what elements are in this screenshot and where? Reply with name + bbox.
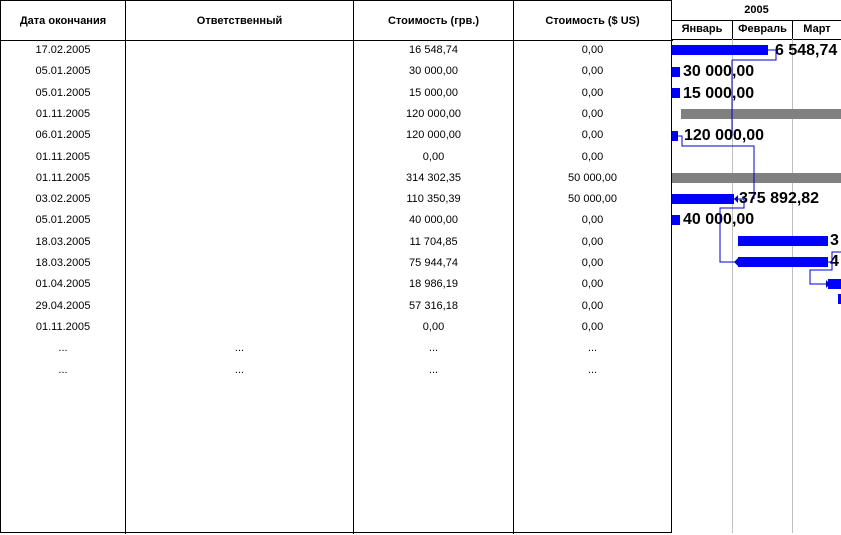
cell-responsible[interactable] xyxy=(126,83,353,104)
cell-responsible[interactable] xyxy=(126,189,353,210)
cell-cost-usd[interactable]: 0,00 xyxy=(581,129,604,142)
cell-cost-usd[interactable]: 0,00 xyxy=(581,44,604,56)
task-bar-label: 375 892,82 xyxy=(739,190,820,207)
column-header-cost-usd[interactable]: Стоимость ($ US) xyxy=(545,14,640,27)
cell-responsible[interactable] xyxy=(126,40,353,61)
task-bar-label: 15 000,00 xyxy=(683,85,755,102)
cell-responsible[interactable] xyxy=(126,274,353,295)
cell-responsible[interactable] xyxy=(126,253,353,274)
cell-cost-usd[interactable]: ... xyxy=(587,363,598,376)
cell-end-date[interactable]: ... xyxy=(58,363,68,376)
cell-responsible[interactable] xyxy=(126,147,353,168)
cell-cost-usd[interactable]: 0,00 xyxy=(581,214,604,227)
cell-cost-uah[interactable]: 30 000,00 xyxy=(409,65,458,78)
cell-cost-uah[interactable]: 40 000,00 xyxy=(409,214,458,227)
cell-end-date[interactable]: 01.11.2005 xyxy=(35,150,91,163)
cell-cost-usd[interactable]: 0,00 xyxy=(581,107,604,120)
cell-cost-usd[interactable]: ... xyxy=(587,342,598,355)
cell-responsible[interactable] xyxy=(126,61,353,82)
cell-responsible[interactable]: ... xyxy=(234,363,245,376)
cell-responsible[interactable]: ... xyxy=(234,342,245,355)
cell-cost-usd[interactable]: 0,00 xyxy=(581,235,604,248)
cell-end-date[interactable]: 01.04.2005 xyxy=(35,278,91,291)
cell-cost-uah[interactable]: ... xyxy=(428,363,439,376)
timescale-month-february: Февраль xyxy=(738,23,787,35)
cell-cost-usd[interactable]: 50 000,00 xyxy=(568,171,617,184)
cell-end-date[interactable]: ... xyxy=(58,342,68,355)
cell-end-date[interactable]: 03.02.2005 xyxy=(35,193,91,206)
cell-responsible[interactable] xyxy=(126,168,353,189)
timescale-month-march: Март xyxy=(803,23,831,35)
cell-responsible[interactable] xyxy=(126,296,353,317)
cell-end-date[interactable]: 05.01.2005 xyxy=(35,86,91,99)
cell-cost-uah[interactable]: 0,00 xyxy=(422,150,445,163)
cell-responsible[interactable] xyxy=(126,317,353,338)
cell-end-date[interactable]: 18.03.2005 xyxy=(35,235,91,248)
cell-cost-usd[interactable]: 0,00 xyxy=(581,320,604,333)
cell-end-date[interactable]: 01.11.2005 xyxy=(35,320,91,333)
cell-end-date[interactable]: 18.03.2005 xyxy=(35,257,91,269)
cell-cost-usd[interactable]: 0,00 xyxy=(581,299,604,312)
cell-cost-uah[interactable]: 120 000,00 xyxy=(405,129,462,142)
cell-responsible[interactable] xyxy=(126,210,353,231)
cell-cost-usd[interactable]: 0,00 xyxy=(581,278,604,291)
task-bar-label: 4 xyxy=(830,253,839,270)
cell-end-date[interactable]: 05.01.2005 xyxy=(35,214,91,227)
timescale-month-january: Январь xyxy=(681,23,723,35)
cell-cost-usd[interactable]: 0,00 xyxy=(581,257,604,269)
column-header-responsible[interactable]: Ответственный xyxy=(196,14,283,27)
cell-cost-usd[interactable]: 0,00 xyxy=(581,65,604,78)
cell-cost-usd[interactable]: 0,00 xyxy=(581,86,604,99)
cell-cost-uah[interactable]: 11 704,85 xyxy=(409,235,458,248)
cell-cost-uah[interactable]: 15 000,00 xyxy=(409,86,458,99)
cell-end-date[interactable]: 29.04.2005 xyxy=(35,299,91,312)
column-header-cost-uah[interactable]: Стоимость (грв.) xyxy=(387,14,479,27)
cell-end-date[interactable]: 06.01.2005 xyxy=(35,129,91,142)
cell-cost-uah[interactable]: 75 944,74 xyxy=(409,257,458,269)
cell-end-date[interactable]: 01.11.2005 xyxy=(35,107,91,120)
cell-cost-uah[interactable]: 0,00 xyxy=(422,320,445,333)
cell-end-date[interactable]: 01.11.2005 xyxy=(35,171,91,184)
cell-cost-uah[interactable]: 110 350,39 xyxy=(406,193,461,206)
cell-cost-uah[interactable]: 57 316,18 xyxy=(409,299,458,312)
cell-cost-uah[interactable]: 16 548,74 xyxy=(409,44,458,56)
cell-cost-uah[interactable]: 18 986,19 xyxy=(409,278,458,291)
task-bar-label: 30 000,00 xyxy=(683,63,755,80)
cell-responsible[interactable] xyxy=(126,232,353,253)
column-header-end-date[interactable]: Дата окончания xyxy=(19,14,107,27)
timescale-year: 2005 xyxy=(744,4,769,16)
task-bar-label: 3 xyxy=(830,232,839,249)
gantt-chart xyxy=(672,0,841,533)
cell-end-date[interactable]: 17.02.2005 xyxy=(35,44,91,56)
cell-cost-uah[interactable]: ... xyxy=(428,342,439,355)
cell-cost-usd[interactable]: 0,00 xyxy=(581,150,604,163)
dependency-links xyxy=(672,0,841,533)
task-bar-label: 120 000,00 xyxy=(684,127,765,144)
task-bar-label: 6 548,74 xyxy=(775,42,838,59)
cell-responsible[interactable] xyxy=(126,125,353,146)
task-bar-label: 40 000,00 xyxy=(683,211,755,228)
cell-cost-uah[interactable]: 120 000,00 xyxy=(405,107,462,120)
cell-end-date[interactable]: 05.01.2005 xyxy=(35,65,91,78)
cell-responsible[interactable] xyxy=(126,104,353,125)
cell-cost-usd[interactable]: 50 000,00 xyxy=(568,193,617,206)
cell-cost-uah[interactable]: 314 302,35 xyxy=(405,171,462,184)
